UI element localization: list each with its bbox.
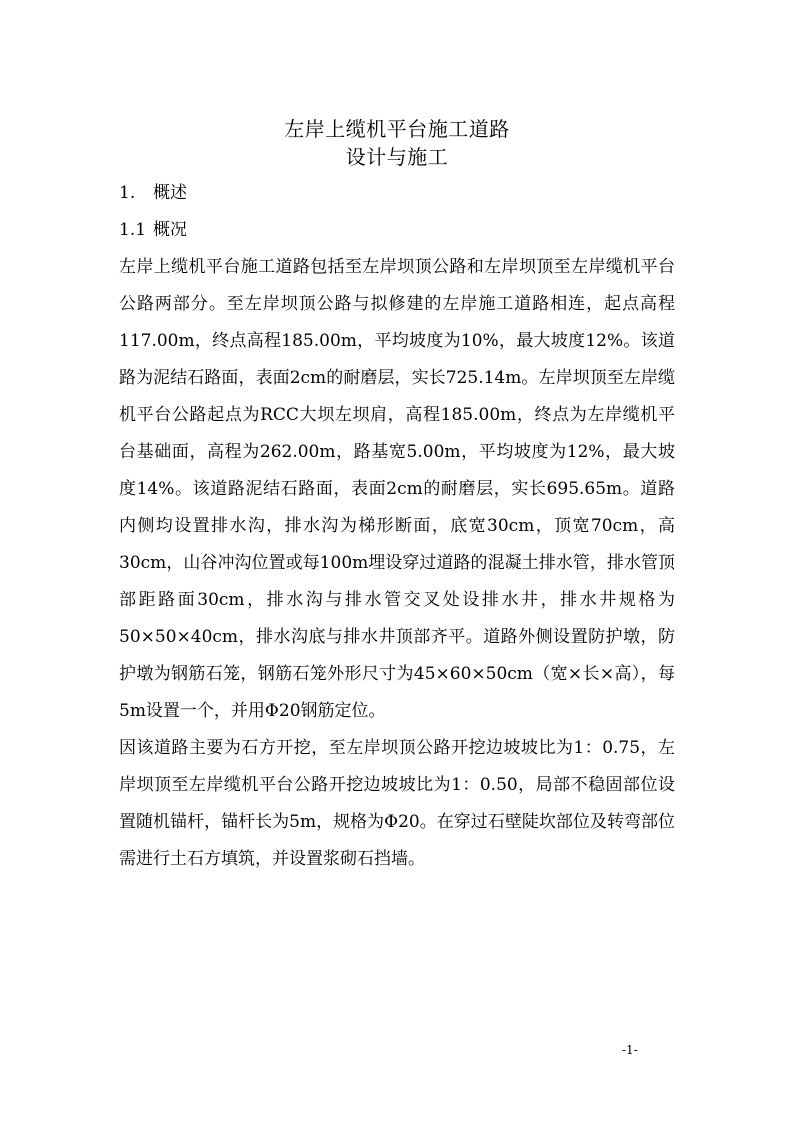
section-heading-1 [119,175,675,212]
title-line-1: 左岸上缆机平台施工道路 [284,117,510,141]
title-line-2: 设计与施工 [345,145,449,169]
section-number-1: 1. [119,183,136,203]
section-number-1-1: 1.1 [119,220,147,240]
paragraph-2: 因该道路主要为石方开挖，至左岸坝顶公路开挖边坡坡比为1：0.75，左岸坝顶至左岸缆机平台公路开挖边坡坡比为1：0.50，局部不稳固部位设置随机锚杆，锚杆长为5m，规格为Φ20。在穿过石壁陡坎部位及转弯部位需进行土石方填筑，并设置浆砌石挡墙。 [119,738,675,869]
page-number: -1- [622,1043,638,1057]
document-title [0,115,794,171]
paragraph-1: 左岸上缆机平台施工道路包括至左岸坝顶公路和左岸坝顶至左岸缆机平台公路两部分。至左岸坝顶公路与拟修建的左岸施工道路相连，起点高程117.00m，终点高程185.00m，平均坡度为10%，最大坡度12%。该道路为泥结石路面，表面2cm的耐磨层，实长725.14m。左岸坝顶至左岸缆机平台公路起点为RCC大坝左坝肩，高程185.00m，终点为左岸缆机平台基础面，高程为262.00m，路基宽5.00m，平均坡度为12%，最大坡度14%。该道路泥结石路面，表面2cm的耐磨层，实长695.65m。道路内侧均设置排水沟，排水沟为梯形断面，底宽30cm，顶宽70cm，高30cm，山谷冲沟位置或每100m埋设穿过道路的混凝土排水管，排水管顶部距路面30cm，排水沟与排水管交叉处设排水井，排水井规格为50×50×40cm，排水沟底与排水井顶部齐平。道路外侧设置防护墩，防护墩为钢筋石笼，钢筋石笼外形尺寸为45×60×50cm（宽×长×高），每5m设置一个，并用Φ20钢筋定位。 [119,257,675,721]
section-title-1-1: 概况 [153,220,187,240]
section-title-1: 概述 [153,183,187,203]
section-heading-1-1 [119,212,675,249]
document-body [119,175,675,878]
